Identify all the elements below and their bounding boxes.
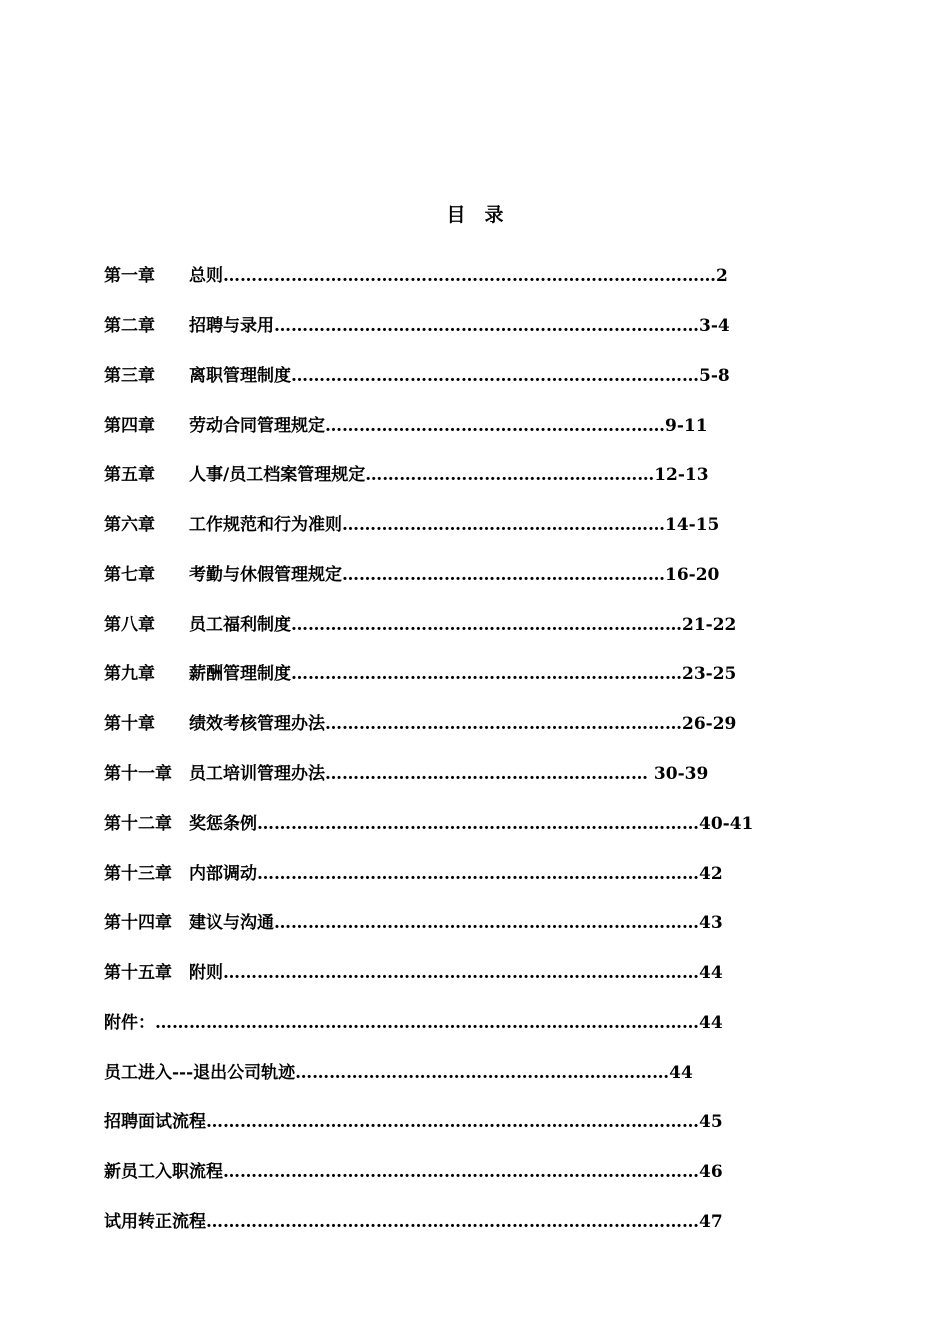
toc-entry-chapter-7: 第七章 考勤与休假管理规定…………………………………………………16-20: [104, 565, 720, 585]
toc-entry-chapter-4: 第四章 劳动合同管理规定……………………………………………………9-11: [104, 416, 708, 436]
toc-entry-chapter-5: 第五章 人事/员工档案管理规定……………………………………………12-13: [104, 465, 709, 485]
toc-entry-interview-process: 招聘面试流程……………………………………………………………………………45: [104, 1112, 723, 1132]
toc-entry-employee-track: 员工进入---退出公司轨迹…………………………………………………………44: [104, 1063, 693, 1083]
toc-entry-appendix: 附件：……………………………………………………………………………………44: [104, 1013, 723, 1033]
toc-entry-chapter-15: 第十五章 附则…………………………………………………………………………44: [104, 963, 723, 983]
toc-entry-chapter-3: 第三章 离职管理制度………………………………………………………………5-8: [104, 366, 730, 386]
toc-entry-onboarding-process: 新员工入职流程…………………………………………………………………………46: [104, 1162, 723, 1182]
toc-entry-chapter-2: 第二章 招聘与录用…………………………………………………………………3-4: [104, 316, 730, 336]
toc-entry-chapter-13: 第十三章 内部调动……………………………………………………………………42: [104, 864, 723, 884]
toc-entry-chapter-1: 第一章 总则……………………………………………………………………………2: [104, 266, 728, 286]
toc-entry-chapter-14: 第十四章 建议与沟通…………………………………………………………………43: [104, 913, 723, 933]
toc-entry-chapter-8: 第八章 员工福利制度……………………………………………………………21-22: [104, 615, 737, 635]
toc-entry-chapter-11: 第十一章 员工培训管理办法………………………………………………… 30-39: [104, 764, 709, 784]
toc-entry-chapter-9: 第九章 薪酬管理制度……………………………………………………………23-25: [104, 664, 737, 684]
toc-entry-chapter-6: 第六章 工作规范和行为准则…………………………………………………14-15: [104, 515, 720, 535]
toc-entry-confirmation-process: 试用转正流程……………………………………………………………………………47: [104, 1212, 723, 1232]
page-title: 目 录: [446, 204, 504, 226]
toc-entry-chapter-12: 第十二章 奖惩条例……………………………………………………………………40-41: [104, 814, 754, 834]
toc-entry-chapter-10: 第十章 绩效考核管理办法………………………………………………………26-29: [104, 714, 737, 734]
